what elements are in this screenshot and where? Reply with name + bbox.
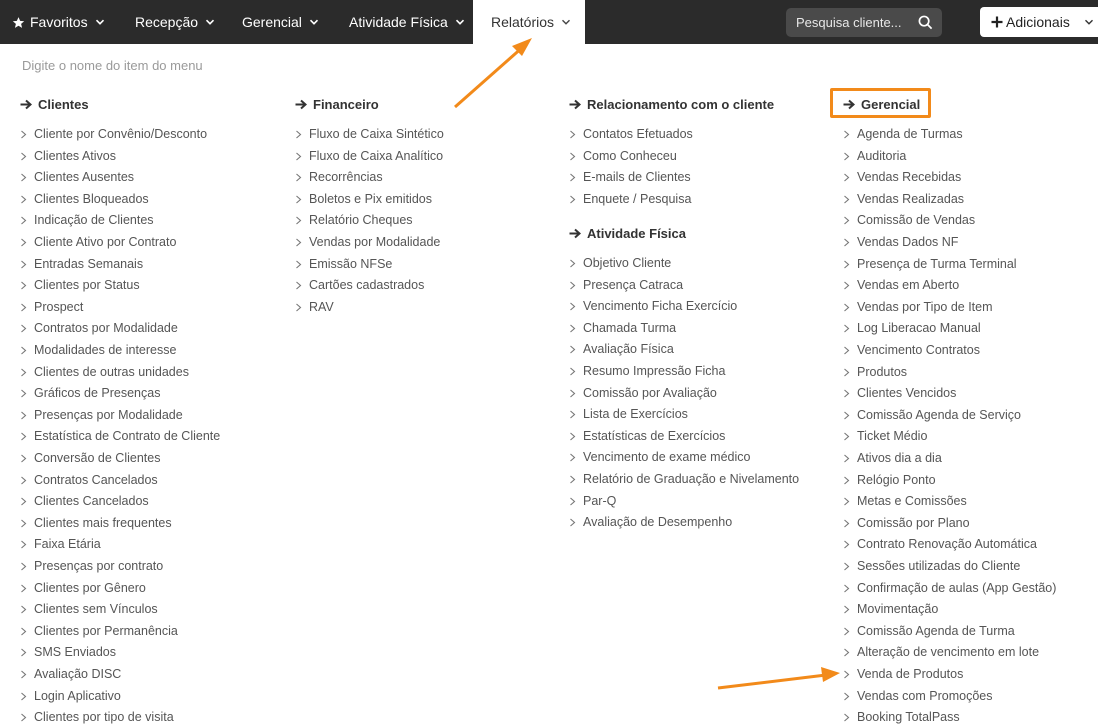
chevron-right-icon: [843, 670, 850, 679]
chevron-right-icon: [20, 368, 27, 377]
menu-item-label: Vendas Recebidas: [857, 170, 962, 184]
menu-item-fluxo-de-caixa-analitico[interactable]: [295, 148, 443, 164]
menu-item-label: Objetivo Cliente: [583, 256, 672, 270]
menu-item-clientes-de-outras-unidades[interactable]: [20, 364, 189, 380]
annotation-arrow-venda-produtos: [718, 667, 840, 688]
menu-item-label: Indicação de Clientes: [34, 213, 154, 227]
chevron-right-icon: [20, 411, 27, 420]
chevron-right-icon: [20, 324, 27, 333]
nav-atividade-label: Atividade Física: [349, 14, 448, 30]
menu-item-avaliacao-disc[interactable]: [20, 666, 121, 682]
menu-item-clientes-por-permanencia[interactable]: [20, 623, 178, 639]
chevron-right-icon: [569, 453, 576, 462]
client-search-input[interactable]: [796, 15, 908, 30]
menu-item-label: Fluxo de Caixa Sintético: [309, 127, 444, 141]
menu-item-estatisticas-de-exercicios[interactable]: [569, 428, 725, 444]
menu-item-label: Clientes Vencidos: [857, 386, 957, 400]
nav-relatorios-label: Relatórios: [491, 14, 555, 30]
chevron-right-icon: [295, 281, 302, 290]
chevron-right-icon: [295, 173, 302, 182]
menu-item-comissao-agenda-de-turma[interactable]: [843, 623, 1015, 639]
menu-item-label: Confirmação de aulas (App Gestão): [857, 581, 1057, 595]
chevron-right-icon: [843, 432, 850, 441]
menu-item-label: Avaliação DISC: [34, 667, 122, 681]
chevron-right-icon: [20, 692, 27, 701]
chevron-right-icon: [843, 238, 850, 247]
menu-item-vendas-realizadas[interactable]: [843, 191, 964, 207]
chevron-right-icon: [295, 216, 302, 225]
nav-relatorios[interactable]: [473, 0, 585, 44]
chevron-right-icon: [20, 432, 27, 441]
chevron-right-icon: [843, 627, 850, 636]
chevron-right-icon: [843, 389, 850, 398]
menu-item-label: Relógio Ponto: [857, 473, 936, 487]
menu-item-conversao-de-clientes[interactable]: [20, 450, 160, 466]
menu-filter-input[interactable]: [22, 56, 282, 74]
menu-item-presenca-catraca[interactable]: [569, 277, 683, 293]
menu-item-clientes-por-tipo-de-visita[interactable]: [20, 709, 174, 725]
chevron-right-icon: [569, 389, 576, 398]
menu-item-label: Avaliação de Desempenho: [583, 515, 733, 529]
nav-favoritos[interactable]: [12, 0, 105, 44]
chevron-right-icon: [843, 584, 850, 593]
plus-icon: [991, 16, 1003, 28]
section-title-label: Atividade Física: [587, 226, 686, 241]
menu-item-indicacao-de-clientes[interactable]: [20, 212, 154, 228]
menu-item-relogio-ponto[interactable]: [843, 472, 936, 488]
menu-item-modalidades-de-interesse[interactable]: [20, 342, 176, 358]
chevron-right-icon: [843, 562, 850, 571]
chevron-right-icon: [843, 368, 850, 377]
chevron-right-icon: [20, 303, 27, 312]
menu-item-clientes-sem-vinculos[interactable]: [20, 601, 158, 617]
menu-item-alteracao-de-vencimento-em-lote[interactable]: [843, 644, 1039, 660]
menu-item-label: Clientes mais frequentes: [34, 516, 172, 530]
menu-item-label: Ticket Médio: [857, 429, 928, 443]
menu-item-label: Vendas por Tipo de Item: [857, 300, 993, 314]
menu-item-confirmacao-de-aulas-app-gestao[interactable]: [843, 580, 1056, 596]
menu-item-label: Presenças por contrato: [34, 559, 164, 573]
menu-item-label: Vendas em Aberto: [857, 278, 960, 292]
search-icon[interactable]: [918, 15, 933, 30]
menu-item-label: Alteração de vencimento em lote: [857, 645, 1040, 659]
menu-item-vendas-com-promocoes[interactable]: [843, 688, 993, 704]
menu-item-label: Clientes por Gênero: [34, 581, 146, 595]
menu-item-label: Clientes Ausentes: [34, 170, 135, 184]
menu-item-clientes-cancelados[interactable]: [20, 493, 149, 509]
menu-item-clientes-mais-frequentes[interactable]: [20, 515, 172, 531]
menu-item-cliente-ativo-por-contrato[interactable]: [20, 234, 176, 250]
chevron-down-icon: [205, 17, 215, 27]
menu-item-clientes-por-status[interactable]: [20, 277, 140, 293]
menu-item-avaliacao-fisica[interactable]: [569, 341, 674, 357]
chevron-down-icon: [455, 17, 465, 27]
menu-item-label: Booking TotalPass: [857, 710, 960, 724]
section-title-financeiro: [295, 97, 379, 112]
chevron-right-icon: [843, 713, 850, 722]
menu-item-label: Vendas por Modalidade: [309, 235, 441, 249]
chevron-right-icon: [843, 692, 850, 701]
section-title-clientes: [20, 97, 89, 112]
menu-item-como-conheceu[interactable]: [569, 148, 677, 164]
chevron-right-icon: [20, 648, 27, 657]
chevron-right-icon: [20, 584, 27, 593]
nav-atividade-fisica[interactable]: [349, 0, 465, 44]
chevron-right-icon: [569, 281, 576, 290]
chevron-right-icon: [843, 519, 850, 528]
menu-item-comissao-por-avaliacao[interactable]: [569, 385, 717, 401]
chevron-right-icon: [20, 605, 27, 614]
menu-item-contratos-cancelados[interactable]: [20, 472, 158, 488]
nav-recepcao-label: Recepção: [135, 14, 199, 30]
adicionais-label: Adicionais: [1006, 14, 1070, 30]
menu-item-vendas-recebidas[interactable]: [843, 169, 961, 185]
menu-item-label: Auditoria: [857, 149, 907, 163]
chevron-right-icon: [843, 497, 850, 506]
menu-item-relatorio-de-graduacao-e-nivelamento[interactable]: [569, 471, 799, 487]
chevron-right-icon: [20, 713, 27, 722]
chevron-right-icon: [295, 152, 302, 161]
chevron-right-icon: [569, 345, 576, 354]
menu-item-presencas-por-contrato[interactable]: [20, 558, 163, 574]
chevron-right-icon: [569, 497, 576, 506]
menu-item-label: Contrato Renovação Automática: [857, 537, 1037, 551]
chevron-right-icon: [569, 410, 576, 419]
chevron-right-icon: [20, 260, 27, 269]
nav-gerencial[interactable]: [242, 0, 319, 44]
menu-item-vendas-dados-nf[interactable]: [843, 234, 958, 250]
chevron-down-icon: [309, 17, 319, 27]
nav-gerencial-label: Gerencial: [242, 14, 302, 30]
menu-item-cliente-por-convenio-desconto[interactable]: [20, 126, 207, 142]
menu-item-login-aplicativo[interactable]: [20, 688, 121, 704]
menu-item-label: Chamada Turma: [583, 321, 677, 335]
menu-item-label: Presença Catraca: [583, 278, 684, 292]
menu-item-label: Ativos dia a dia: [857, 451, 942, 465]
menu-item-label: Vencimento de exame médico: [583, 450, 751, 464]
menu-item-rav[interactable]: [295, 299, 334, 315]
chevron-right-icon: [569, 195, 576, 204]
menu-item-par-q[interactable]: [569, 493, 616, 509]
menu-item-fluxo-de-caixa-sintetico[interactable]: [295, 126, 444, 142]
chevron-right-icon: [843, 303, 850, 312]
menu-item-clientes-vencidos[interactable]: [843, 385, 956, 401]
chevron-right-icon: [20, 670, 27, 679]
chevron-right-icon: [20, 130, 27, 139]
chevron-right-icon: [295, 130, 302, 139]
menu-item-label: Enquete / Pesquisa: [583, 192, 692, 206]
menu-item-label: Vencimento Ficha Exercício: [583, 299, 738, 313]
menu-item-recorrencias[interactable]: [295, 169, 383, 185]
section-title-label: Clientes: [38, 97, 89, 112]
chevron-right-icon: [20, 152, 27, 161]
annotation-highlight-box: [830, 88, 931, 118]
client-search-box: [786, 8, 942, 37]
annotation-arrow-relatorios: [455, 38, 532, 107]
chevron-right-icon: [843, 324, 850, 333]
menu-item-agenda-de-turmas[interactable]: [843, 126, 963, 142]
menu-item-label: Faixa Etária: [34, 537, 101, 551]
chevron-down-icon: [95, 17, 105, 27]
chevron-right-icon: [843, 195, 850, 204]
section-title-relacionamento-com-o-cliente: [569, 97, 774, 112]
menu-item-estatistica-de-contrato-de-cliente[interactable]: [20, 428, 220, 444]
menu-item-label: Como Conheceu: [583, 149, 677, 163]
menu-item-vendas-por-tipo-de-item[interactable]: [843, 299, 993, 315]
menu-item-lista-de-exercicios[interactable]: [569, 406, 688, 422]
menu-item-clientes-ativos[interactable]: [20, 148, 116, 164]
menu-item-label: Comissão por Avaliação: [583, 386, 717, 400]
menu-item-label: Login Aplicativo: [34, 689, 121, 703]
menu-item-presenca-de-turma-terminal[interactable]: [843, 256, 1017, 272]
menu-item-label: Contratos por Modalidade: [34, 321, 178, 335]
chevron-right-icon: [843, 605, 850, 614]
menu-item-label: Clientes Ativos: [34, 149, 116, 163]
menu-item-label: Entradas Semanais: [34, 257, 144, 271]
menu-item-label: Metas e Comissões: [857, 494, 967, 508]
chevron-right-icon: [569, 367, 576, 376]
menu-item-vencimento-ficha-exercicio[interactable]: [569, 298, 737, 314]
menu-item-label: Vendas Realizadas: [857, 192, 965, 206]
chevron-right-icon: [295, 195, 302, 204]
chevron-right-icon: [20, 195, 27, 204]
menu-item-label: Lista de Exercícios: [583, 407, 688, 421]
menu-item-enquete-pesquisa[interactable]: [569, 191, 691, 207]
menu-item-label: Relatório de Graduação e Nivelamento: [583, 472, 800, 486]
chevron-right-icon: [843, 648, 850, 657]
menu-item-label: Clientes sem Vínculos: [34, 602, 158, 616]
menu-item-sms-enviados[interactable]: [20, 644, 116, 660]
menu-item-presencas-por-modalidade[interactable]: [20, 407, 183, 423]
menu-item-e-mails-de-clientes[interactable]: [569, 169, 691, 185]
menu-item-graficos-de-presencas[interactable]: [20, 385, 160, 401]
menu-item-label: Modalidades de interesse: [34, 343, 177, 357]
chevron-right-icon: [843, 216, 850, 225]
menu-item-label: SMS Enviados: [34, 645, 116, 659]
menu-item-contrato-renovacao-automatica[interactable]: [843, 536, 1037, 552]
menu-item-label: Conversão de Clientes: [34, 451, 161, 465]
chevron-right-icon: [20, 346, 27, 355]
chevron-right-icon: [843, 346, 850, 355]
section-title-label: Financeiro: [313, 97, 379, 112]
menu-item-vencimento-contratos[interactable]: [843, 342, 980, 358]
nav-favoritos-label: Favoritos: [30, 14, 88, 30]
menu-item-label: Comissão de Vendas: [857, 213, 976, 227]
star-icon: [12, 16, 25, 29]
menu-item-label: Fluxo de Caixa Analítico: [309, 149, 444, 163]
menu-item-label: Movimentação: [857, 602, 939, 616]
menu-item-comissao-por-plano[interactable]: [843, 515, 970, 531]
chevron-right-icon: [20, 238, 27, 247]
menu-item-label: Resumo Impressão Ficha: [583, 364, 726, 378]
menu-item-label: Boletos e Pix emitidos: [309, 192, 432, 206]
menu-item-contratos-por-modalidade[interactable]: [20, 320, 178, 336]
chevron-right-icon: [843, 130, 850, 139]
menu-item-contatos-efetuados[interactable]: [569, 126, 693, 142]
arrow-right-icon: [569, 99, 581, 110]
chevron-right-icon: [569, 130, 576, 139]
menu-item-boletos-e-pix-emitidos[interactable]: [295, 191, 432, 207]
chevron-right-icon: [20, 476, 27, 485]
section-title-label: Gerencial: [861, 97, 921, 112]
chevron-right-icon: [843, 540, 850, 549]
menu-item-log-liberacao-manual[interactable]: [843, 320, 981, 336]
menu-item-cartoes-cadastrados[interactable]: [295, 277, 424, 293]
chevron-right-icon: [20, 540, 27, 549]
menu-item-label: Clientes por tipo de visita: [34, 710, 174, 724]
menu-item-label: Vendas Dados NF: [857, 235, 959, 249]
menu-item-comissao-de-vendas[interactable]: [843, 212, 975, 228]
chevron-right-icon: [569, 475, 576, 484]
chevron-right-icon: [20, 389, 27, 398]
menu-item-sessoes-utilizadas-do-cliente[interactable]: [843, 558, 1020, 574]
menu-item-objetivo-cliente[interactable]: [569, 255, 671, 271]
menu-item-label: Log Liberacao Manual: [857, 321, 981, 335]
menu-item-vendas-por-modalidade[interactable]: [295, 234, 440, 250]
menu-item-label: E-mails de Clientes: [583, 170, 691, 184]
menu-item-label: Venda de Produtos: [857, 667, 964, 681]
chevron-right-icon: [569, 152, 576, 161]
menu-item-faixa-etaria[interactable]: [20, 536, 101, 552]
chevron-right-icon: [20, 454, 27, 463]
menu-item-label: Prospect: [34, 300, 84, 314]
menu-item-label: Contratos Cancelados: [34, 473, 158, 487]
arrow-right-icon: [20, 99, 32, 110]
section-title-label: Relacionamento com o cliente: [587, 97, 775, 112]
chevron-right-icon: [843, 173, 850, 182]
menu-item-label: Presença de Turma Terminal: [857, 257, 1017, 271]
chevron-right-icon: [843, 260, 850, 269]
chevron-right-icon: [843, 152, 850, 161]
menu-item-label: Clientes Cancelados: [34, 494, 149, 508]
menu-item-label: Par-Q: [583, 494, 617, 508]
menu-item-auditoria[interactable]: [843, 148, 906, 164]
arrow-right-icon: [569, 228, 581, 239]
menu-item-label: Recorrências: [309, 170, 383, 184]
chevron-right-icon: [569, 518, 576, 527]
arrow-right-icon: [295, 99, 307, 110]
menu-item-label: Agenda de Turmas: [857, 127, 963, 141]
menu-item-label: Relatório Cheques: [309, 213, 413, 227]
menu-item-label: Cliente Ativo por Contrato: [34, 235, 177, 249]
menu-item-label: Estatísticas de Exercícios: [583, 429, 726, 443]
chevron-down-icon: [1084, 17, 1094, 27]
chevron-right-icon: [569, 302, 576, 311]
menu-item-label: Presenças por Modalidade: [34, 408, 183, 422]
menu-item-movimentacao[interactable]: [843, 601, 938, 617]
menu-item-ticket-medio[interactable]: [843, 428, 927, 444]
menu-item-ativos-dia-a-dia[interactable]: [843, 450, 942, 466]
menu-item-label: Comissão por Plano: [857, 516, 970, 530]
menu-item-label: Gráficos de Presenças: [34, 386, 161, 400]
menu-item-label: Estatística de Contrato de Cliente: [34, 429, 221, 443]
menu-item-clientes-ausentes[interactable]: [20, 169, 134, 185]
menu-item-resumo-impressao-ficha[interactable]: [569, 363, 725, 379]
menu-item-comissao-agenda-de-servico[interactable]: [843, 407, 1021, 423]
chevron-right-icon: [569, 432, 576, 441]
menu-item-label: Clientes por Permanência: [34, 624, 178, 638]
menu-item-clientes-bloqueados[interactable]: [20, 191, 149, 207]
chevron-right-icon: [843, 454, 850, 463]
chevron-right-icon: [20, 216, 27, 225]
section-title-atividade-fisica: [569, 226, 686, 241]
menu-item-label: Vendas com Promoções: [857, 689, 993, 703]
chevron-right-icon: [843, 281, 850, 290]
menu-item-vencimento-de-exame-medico[interactable]: [569, 449, 750, 465]
menu-item-label: Produtos: [857, 365, 908, 379]
chevron-right-icon: [20, 497, 27, 506]
menu-item-venda-de-produtos[interactable]: [843, 666, 963, 682]
menu-item-label: Clientes de outras unidades: [34, 365, 189, 379]
menu-item-label: Clientes por Status: [34, 278, 140, 292]
menu-item-clientes-por-genero[interactable]: [20, 580, 146, 596]
menu-item-label: Clientes Bloqueados: [34, 192, 149, 206]
chevron-right-icon: [295, 238, 302, 247]
menu-item-label: Comissão Agenda de Serviço: [857, 408, 1021, 422]
chevron-right-icon: [569, 324, 576, 333]
menu-item-avaliacao-de-desempenho[interactable]: [569, 514, 732, 530]
menu-item-metas-e-comissoes[interactable]: [843, 493, 967, 509]
chevron-right-icon: [569, 259, 576, 268]
menu-item-booking-totalpass[interactable]: [843, 709, 960, 725]
chevron-right-icon: [295, 303, 302, 312]
menu-item-label: RAV: [309, 300, 334, 314]
chevron-right-icon: [295, 260, 302, 269]
chevron-down-icon: [561, 17, 571, 27]
chevron-right-icon: [843, 411, 850, 420]
chevron-right-icon: [20, 519, 27, 528]
menu-item-label: Cartões cadastrados: [309, 278, 425, 292]
chevron-right-icon: [843, 476, 850, 485]
chevron-right-icon: [20, 562, 27, 571]
adicionais-button[interactable]: [980, 7, 1098, 37]
chevron-right-icon: [20, 173, 27, 182]
top-navbar: [0, 0, 1098, 44]
menu-item-label: Avaliação Física: [583, 342, 674, 356]
nav-recepcao[interactable]: [135, 0, 215, 44]
menu-item-vendas-em-aberto[interactable]: [843, 277, 959, 293]
menu-item-entradas-semanais[interactable]: [20, 256, 143, 272]
menu-item-emissao-nfse[interactable]: [295, 256, 392, 272]
menu-item-label: Comissão Agenda de Turma: [857, 624, 1015, 638]
chevron-right-icon: [20, 627, 27, 636]
menu-item-label: Sessões utilizadas do Cliente: [857, 559, 1021, 573]
chevron-right-icon: [569, 173, 576, 182]
menu-item-label: Vencimento Contratos: [857, 343, 980, 357]
menu-item-label: Cliente por Convênio/Desconto: [34, 127, 208, 141]
chevron-right-icon: [20, 281, 27, 290]
menu-item-produtos[interactable]: [843, 364, 907, 380]
menu-item-label: Emissão NFSe: [309, 257, 393, 271]
menu-item-relatorio-cheques[interactable]: [295, 212, 413, 228]
menu-item-chamada-turma[interactable]: [569, 320, 676, 336]
menu-item-label: Contatos Efetuados: [583, 127, 693, 141]
menu-item-prospect[interactable]: [20, 299, 83, 315]
